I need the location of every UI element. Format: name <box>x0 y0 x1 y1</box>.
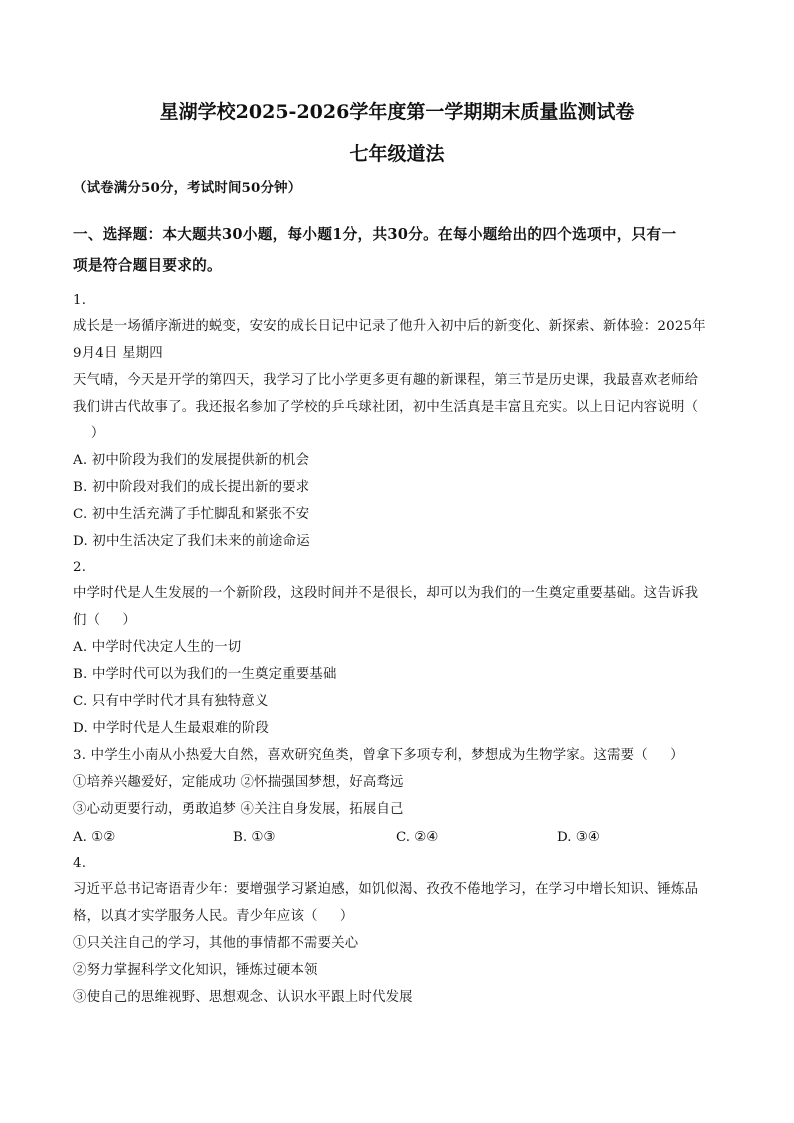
question-4-item-line: ③使自己的思维视野、思想观念、认识水平跟上时代发展 <box>73 990 413 1005</box>
question-3-stem: 3. 中学生小南从小热爱大自然，喜欢研究鱼类，曾拿下多项专利，梦想成为生物学家。这需要（ ） <box>73 748 684 763</box>
question-3-option-d: D. ③④ <box>557 830 600 845</box>
question-2-stem-line: 中学时代是人生发展的一个新阶段，这段时间并不是很长，却可以为我们的一生奠定重要基础。这告诉我 <box>73 586 699 601</box>
question-3-item-line: ①培养兴趣爱好，定能成功 ②怀揣强国梦想，好高骛远 <box>73 775 404 790</box>
question-3-option-a: A. ①② <box>73 830 116 845</box>
exam-note: （试卷满分50分，考试时间50分钟） <box>73 180 302 196</box>
question-4-number: 4. <box>73 856 87 871</box>
question-1-number: 1. <box>73 293 87 308</box>
question-2-stem-line: 们（ ） <box>73 613 137 628</box>
question-2-option-b: B. 中学时代可以为我们的一生奠定重要基础 <box>73 667 337 682</box>
question-4-item-line: ②努力掌握科学文化知识，锤炼过硬本领 <box>73 963 318 978</box>
question-1-stem-line: 成长是一场循序渐进的蜕变，安安的成长日记中记录了他升入初中后的新变化、新探索、新体验：2025年 <box>73 319 706 334</box>
question-3-item-line: ③心动更要行动，勇敢追梦 ④关注自身发展，拓展自己 <box>73 802 404 817</box>
question-4-item-line: ①只关注自己的学习，其他的事情都不需要关心 <box>73 936 359 951</box>
question-3-option-c: C. ②④ <box>396 830 439 845</box>
question-1-stem-line: 我们讲古代故事了。我还报名参加了学校的乒乓球社团，初中生活真是丰富且充实。以上日记内容说明（ <box>73 400 699 415</box>
question-1-option-a: A. 初中阶段为我们的发展提供新的机会 <box>73 453 310 468</box>
section-heading-line2: 项是符合题目要求的。 <box>73 257 222 274</box>
question-2-option-d: D. 中学时代是人生最艰难的阶段 <box>73 721 270 736</box>
question-1-stem-line: ） <box>73 426 105 441</box>
exam-title: 星湖学校2025-2026学年度第一学期期末质量监测试卷 <box>159 101 635 123</box>
question-2-number: 2. <box>73 560 87 575</box>
exam-subtitle: 七年级道法 <box>349 143 445 165</box>
question-3-option-b: B. ①③ <box>233 830 276 845</box>
section-heading-line1: 一、选择题：本大题共30小题，每小题1分，共30分。在每小题给出的四个选项中，只有一 <box>73 226 677 243</box>
question-4-stem-line: 习近平总书记寄语青少年：要增强学习紧迫感，如饥似渴、孜孜不倦地学习，在学习中增长知识、锤炼品 <box>73 882 699 897</box>
question-1-option-c: C. 初中生活充满了手忙脚乱和紧张不安 <box>73 507 310 522</box>
question-1-stem-line: 天气晴，今天是开学的第四天，我学习了比小学更多更有趣的新课程，第三节是历史课，我最喜欢老师给 <box>73 373 699 388</box>
question-1-option-b: B. 初中阶段对我们的成长提出新的要求 <box>73 480 310 495</box>
question-2-option-a: A. 中学时代决定人生的一切 <box>73 640 242 655</box>
question-1-option-d: D. 初中生活决定了我们未来的前途命运 <box>73 534 310 549</box>
question-2-option-c: C. 只有中学时代才具有独特意义 <box>73 694 269 709</box>
question-4-stem-line: 格，以真才实学服务人民。青少年应该（ ） <box>73 909 354 924</box>
question-1-stem-line: 9月4日 星期四 <box>73 346 163 361</box>
